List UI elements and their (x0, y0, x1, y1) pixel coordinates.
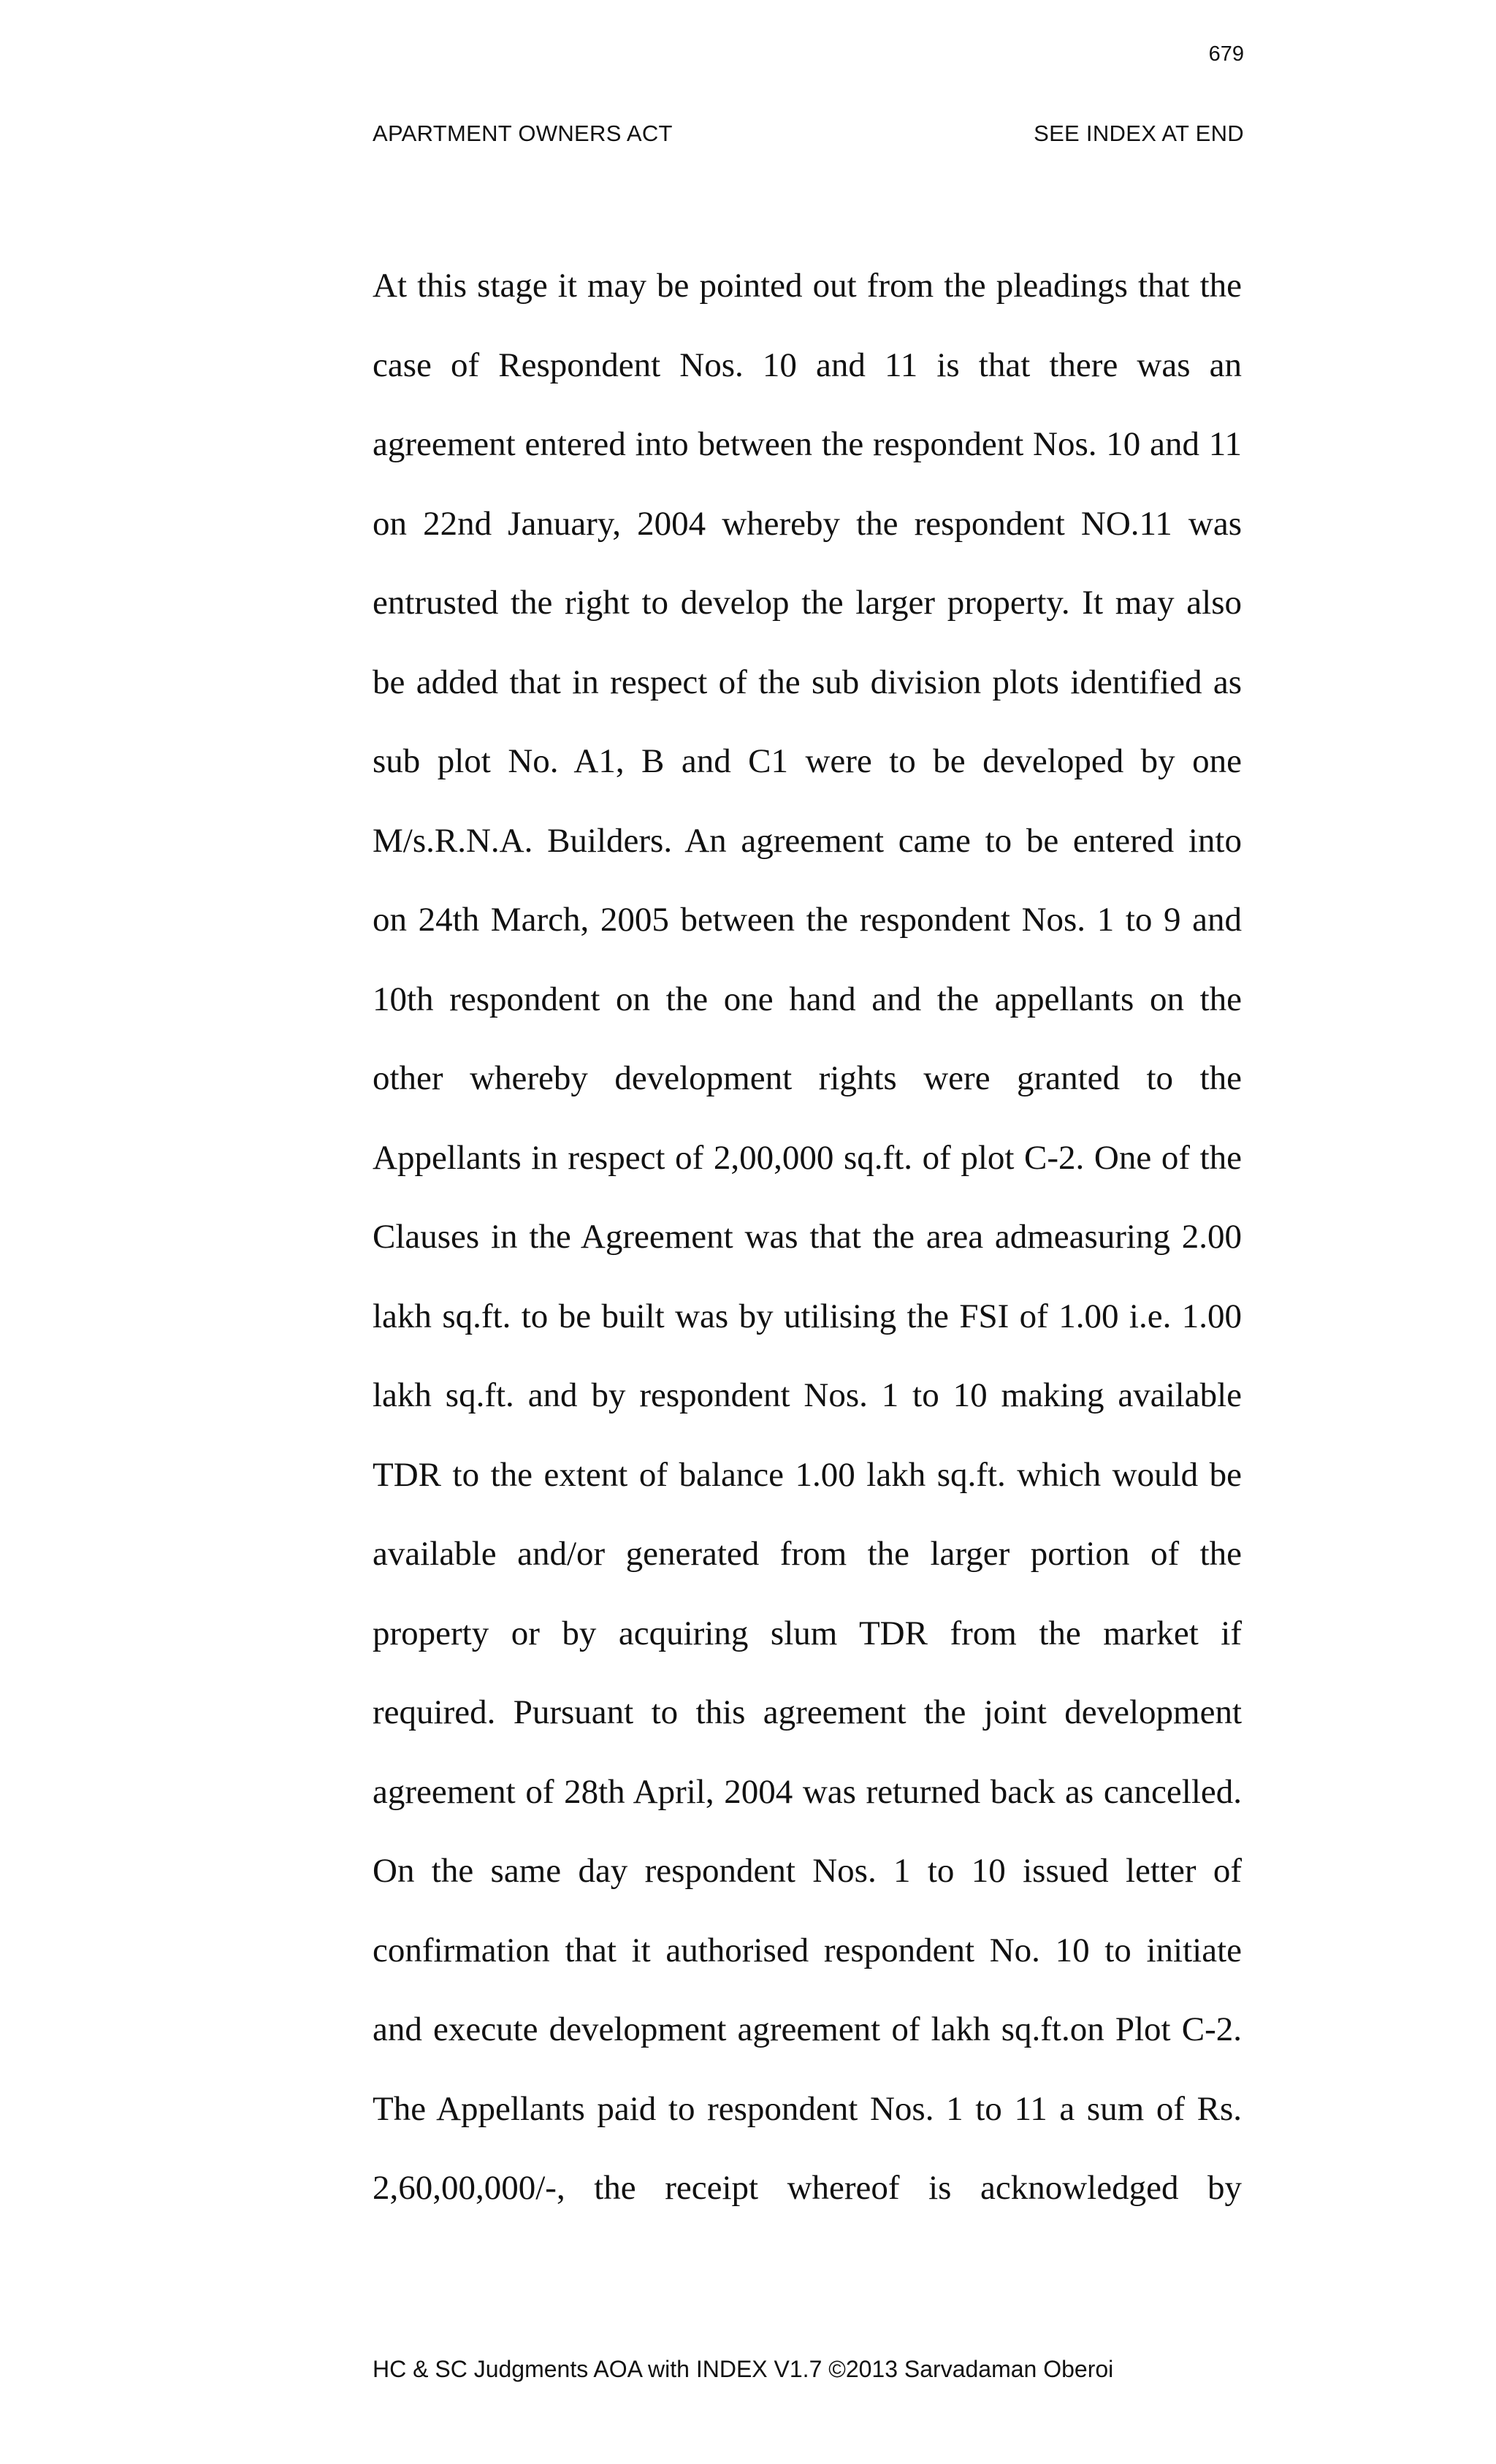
body-line: lakh sq.ft. and by respondent Nos. 1 to 10 making available (373, 1376, 1242, 1414)
body-line: agreement of 28th April, 2004 was returned back as cancelled. (373, 1772, 1242, 1811)
body-line: M/s.R.N.A. Builders. An agreement came to be entered into (373, 821, 1242, 860)
body-line: other whereby development rights were granted to the (373, 1059, 1242, 1097)
body-line: Appellants in respect of 2,00,000 sq.ft. of plot C-2. One of the (373, 1138, 1242, 1177)
body-line: lakh sq.ft. to be built was by utilising the FSI of 1.00 i.e. 1.00 (373, 1297, 1242, 1335)
body-paragraph (373, 259, 1242, 2241)
page-footer: HC & SC Judgments AOA with INDEX V1.7 ©2013 Sarvadaman Oberoi (373, 2356, 1114, 2382)
running-header-title: APARTMENT OWNERS ACT (373, 121, 673, 146)
body-line: On the same day respondent Nos. 1 to 10 issued letter of (373, 1852, 1242, 1890)
body-line: agreement entered into between the respondent Nos. 10 and 11 (373, 425, 1242, 463)
body-line: sub plot No. A1, B and C1 were to be developed by one (373, 742, 1242, 780)
body-line: 2,60,00,000/-, the receipt whereof is acknowledged by (373, 2169, 1242, 2207)
body-line: be added that in respect of the sub division plots identified as (373, 663, 1242, 701)
page-number: 679 (1208, 42, 1244, 66)
body-line: required. Pursuant to this agreement the joint development (373, 1693, 1242, 1731)
body-line: 10th respondent on the one hand and the appellants on the (373, 980, 1242, 1018)
body-line: available and/or generated from the larger portion of the (373, 1535, 1242, 1573)
body-line: confirmation that it authorised respondent No. 10 to initiate (373, 1931, 1242, 1969)
body-line: entrusted the right to develop the larger property. It may also (373, 584, 1242, 622)
running-header-index-note: SEE INDEX AT END (1034, 121, 1244, 146)
body-line: TDR to the extent of balance 1.00 lakh sq.ft. which would be (373, 1455, 1242, 1494)
body-line: case of Respondent Nos. 10 and 11 is that there was an (373, 346, 1242, 384)
body-line: The Appellants paid to respondent Nos. 1 to 11 a sum of Rs. (373, 2089, 1242, 2128)
body-line: on 22nd January, 2004 whereby the respondent NO.11 was (373, 504, 1242, 543)
body-line: property or by acquiring slum TDR from the market if (373, 1614, 1242, 1652)
body-line: on 24th March, 2005 between the respondent Nos. 1 to 9 and (373, 901, 1242, 939)
body-line: Clauses in the Agreement was that the area admeasuring 2.00 (373, 1218, 1242, 1256)
body-line: and execute development agreement of lakh sq.ft.on Plot C-2. (373, 2010, 1242, 2048)
body-line: At this stage it may be pointed out from the pleadings that the (373, 267, 1242, 305)
